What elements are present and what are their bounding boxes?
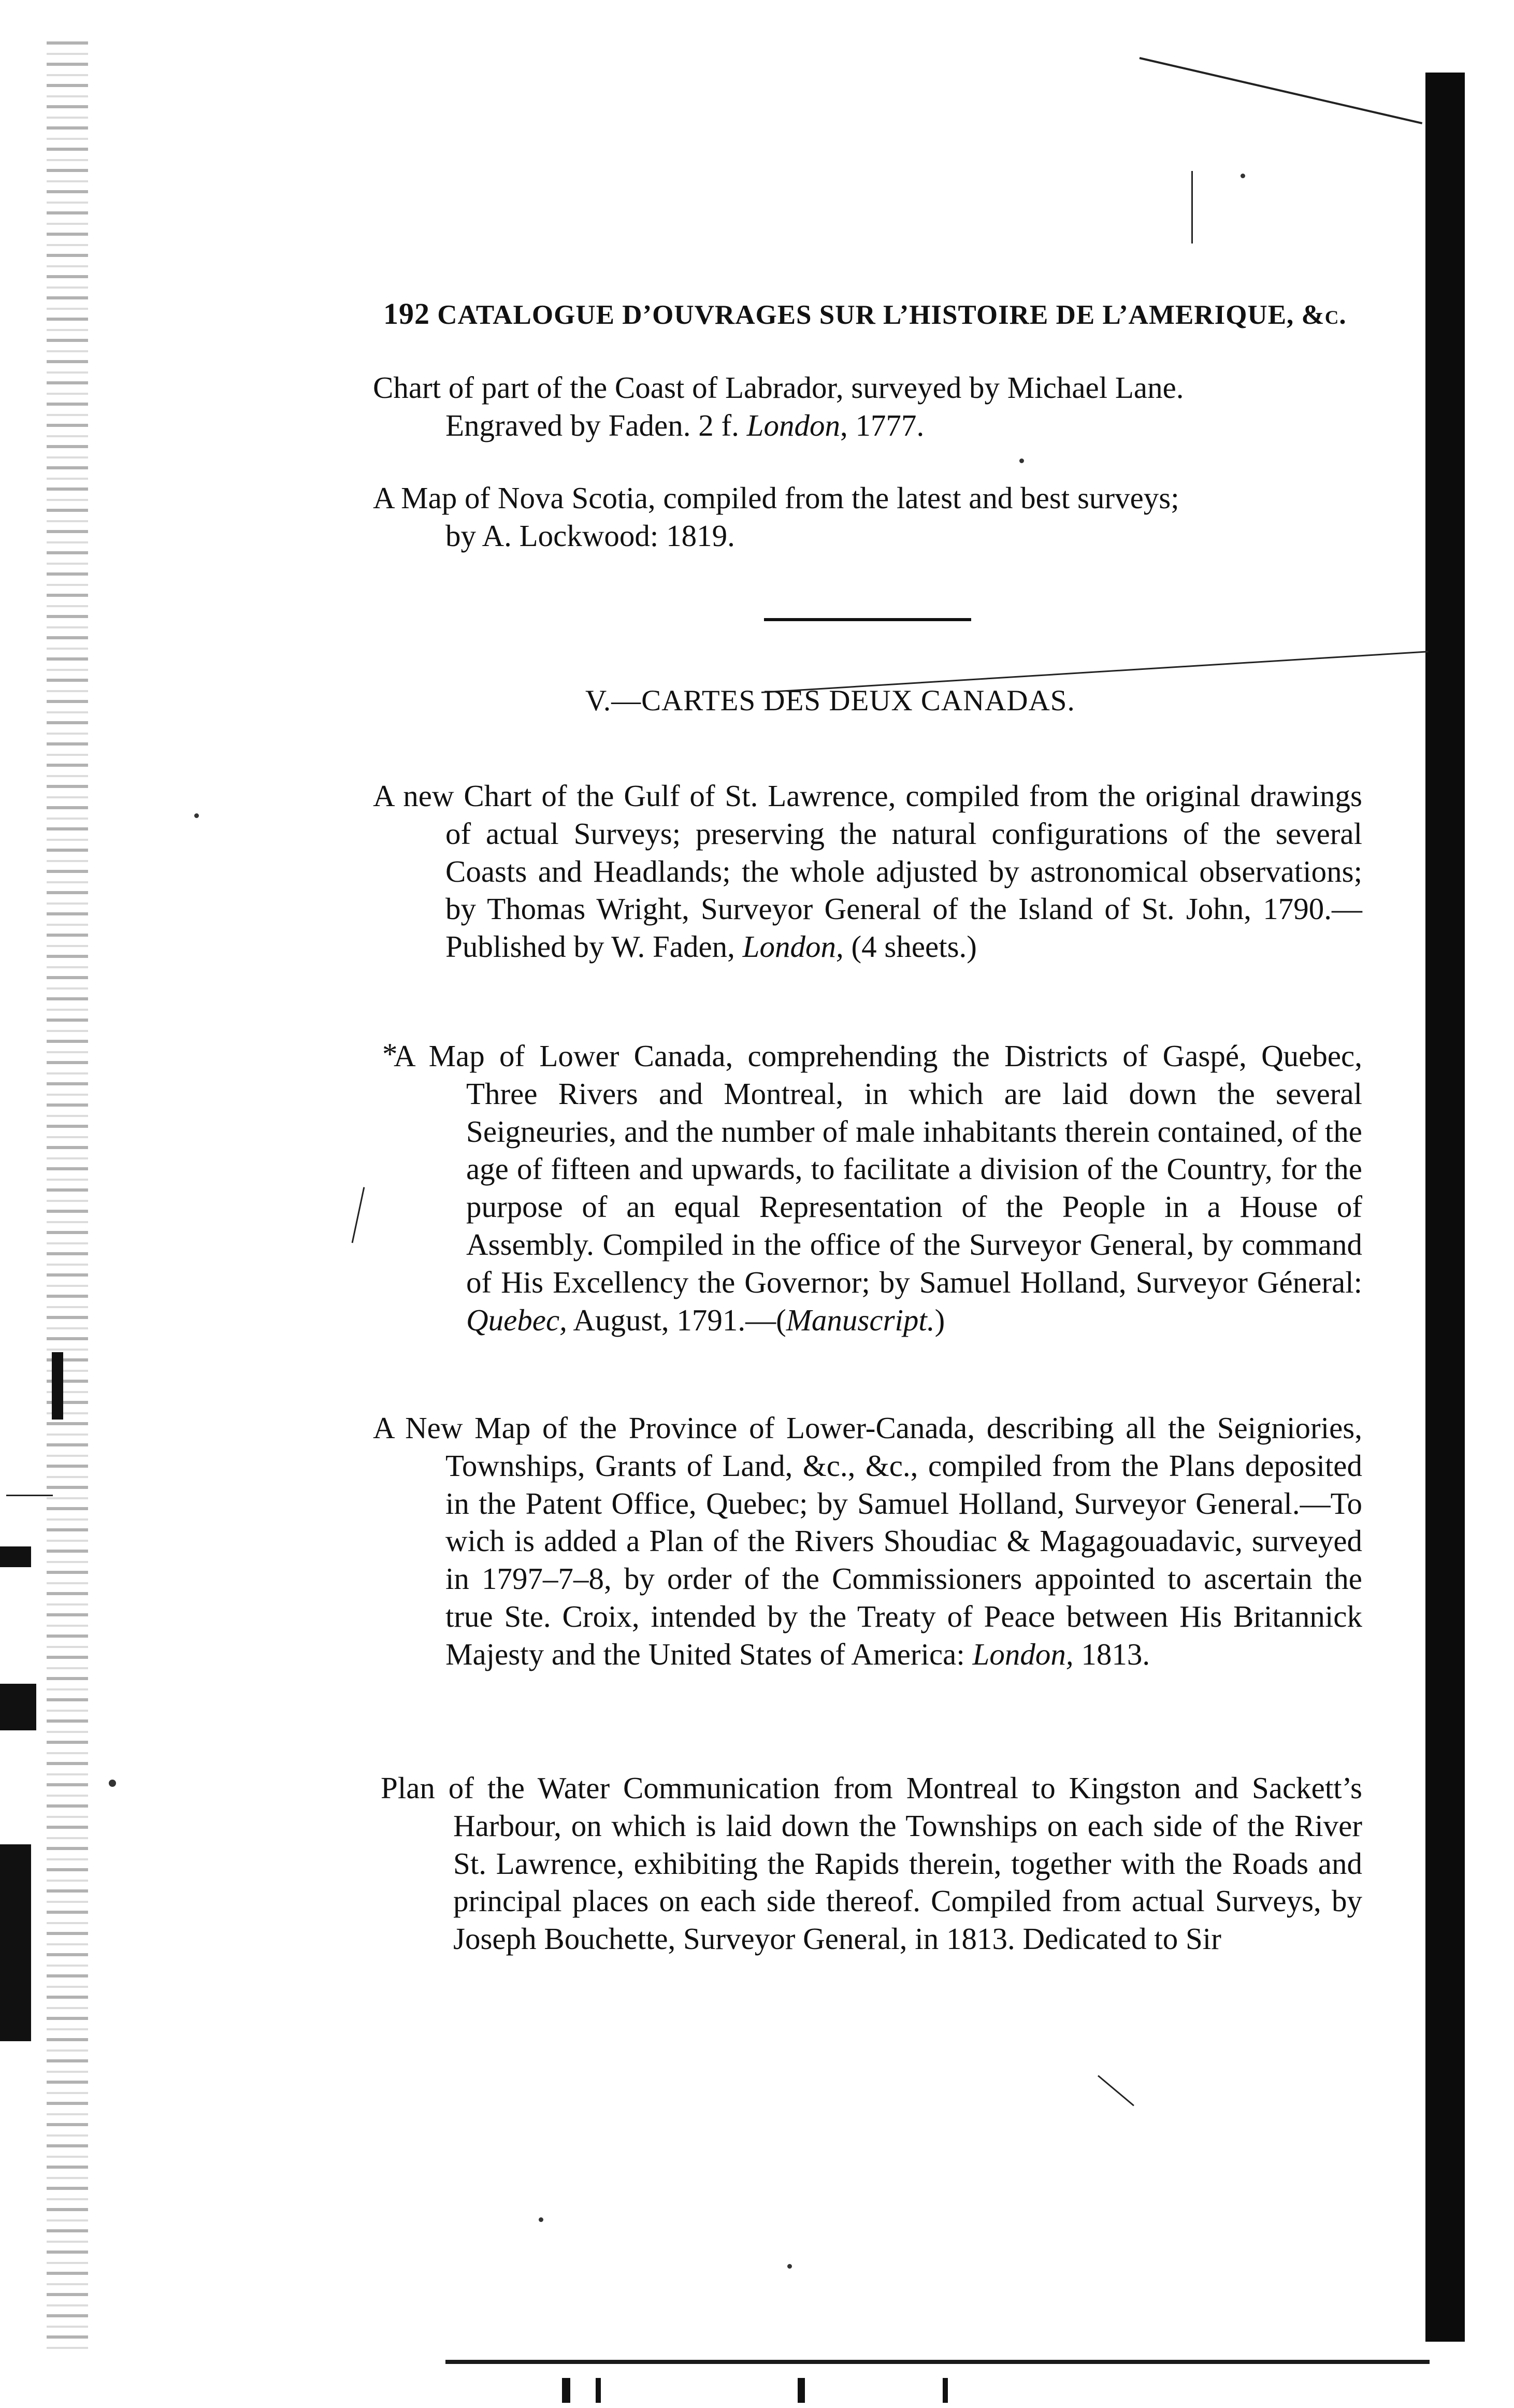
scan-stray-line — [1191, 171, 1193, 243]
scan-speck — [1241, 174, 1245, 178]
entry-text: A Map of Lower Canada, comprehending the Districts of Gaspé, Quebec, Three Rivers and Montreal, in which are laid down the several Seigneuries, and the number of male inhabitants therein contained, of the age of fifteen and upwards, to facilitate a division of the Country, for the purpose of an equal Representation of the People in a House of Assembly. Compiled in the office of the Surveyor General, by command of His Excellency the Governor; by Samuel Holland, Surveyor Géneral: — [394, 1039, 1362, 1299]
scan-left-block — [0, 1546, 31, 1567]
catalogue-entry — [373, 1409, 1362, 1673]
scan-speck — [109, 1780, 116, 1787]
scan-speck — [194, 813, 199, 818]
entry-italic-place: London — [746, 408, 840, 442]
scan-stray-line — [352, 1187, 365, 1243]
entry-text: A Map of Nova Scotia, compiled from the latest and best surveys; — [373, 481, 1179, 515]
entry-text: August, 1791.—( — [567, 1302, 786, 1337]
scan-stray-line — [1140, 57, 1423, 124]
running-title: CATALOGUE D’OUVRAGES SUR L’HISTOIRE DE L’AMERIQUE, &c. — [437, 300, 1347, 330]
scan-bottom-rule — [445, 2360, 1430, 2364]
catalogue-entry — [373, 369, 1362, 445]
entry-italic-place: London, — [972, 1637, 1074, 1671]
scan-stray-line — [1098, 2075, 1134, 2106]
entry-text: Plan of the Water Communication from Montreal to Kingston and Sackett’s Harbour, on which is laid down the Townships on each side of the River St. Lawrence, exhibiting the Rapids therein, together with the Roads and principal places on each side thereof. Compiled from actual Surveys, by Joseph Bouchette, Surveyor General, in 1813. Dedicated to Sir — [381, 1771, 1362, 1956]
running-head — [383, 296, 1367, 331]
entry-text: A new Chart of the Gulf of St. Lawrence, compiled from the original drawings of actual Surveys; preserving the natural configurations of the several Coasts and Headlands; the whole adjusted by astronomical observations; by Thomas Wright, Surveyor General of the Island of St. John, 1790.— Published by W. Faden, — [373, 779, 1362, 964]
scan-left-block — [52, 1352, 63, 1420]
scan-speck — [1019, 458, 1024, 463]
scan-bottom-mark — [943, 2378, 948, 2403]
catalogue-entry — [373, 777, 1362, 966]
scan-right-binding-bar — [1425, 73, 1465, 2342]
scan-bottom-mark — [562, 2378, 570, 2403]
entry-text: (4 sheets.) — [843, 929, 977, 964]
entry-text: , 1777. — [840, 408, 925, 442]
entry-text: A New Map of the Province of Lower-Canada, describing all the Seigniories, Townships, Grants of Land, &c., &c., compiled from the Plans deposited in the Patent Office, Quebec; by Samuel Holland, Surveyor General.—To wich is added a Plan of the Rivers Shoudiac & Magagouadavic, surveyed in 1797–7–8, by order of the Commissioners appointed to ascertain the true Ste. Croix, intended by the Treaty of Peace between His Britannick Majesty and the United States of America: — [373, 1411, 1362, 1671]
entry-italic-place: London, — [742, 929, 844, 964]
scan-left-block — [0, 1684, 36, 1730]
entry-asterisk-marker: * — [382, 1037, 398, 1071]
entry-text: Engraved by Faden. 2 f. — [445, 408, 747, 442]
scan-bottom-mark — [798, 2378, 805, 2403]
section-title: V.—CARTES DES DEUX CANADAS. — [585, 684, 1075, 717]
catalogue-entry — [373, 479, 1362, 555]
entry-italic-note: Manuscript. — [786, 1302, 935, 1337]
page-number: 192 — [383, 297, 430, 331]
section-divider — [764, 618, 971, 621]
scan-speck — [539, 2217, 543, 2222]
entry-text: ) — [934, 1302, 945, 1337]
entry-text: by A. Lockwood: 1819. — [445, 518, 735, 553]
scan-speck — [787, 2264, 792, 2269]
entry-italic-place: Quebec, — [466, 1302, 567, 1337]
scan-bottom-mark — [596, 2378, 601, 2403]
catalogue-entry — [381, 1769, 1362, 1958]
scan-left-block — [0, 1844, 31, 2041]
scan-left-edge-noise — [47, 41, 88, 2352]
entry-text: 1813. — [1073, 1637, 1150, 1671]
catalogue-entry — [394, 1037, 1362, 1339]
scan-stray-line — [6, 1495, 53, 1496]
entry-text: Chart of part of the Coast of Labrador, surveyed by Michael Lane. — [373, 370, 1184, 405]
